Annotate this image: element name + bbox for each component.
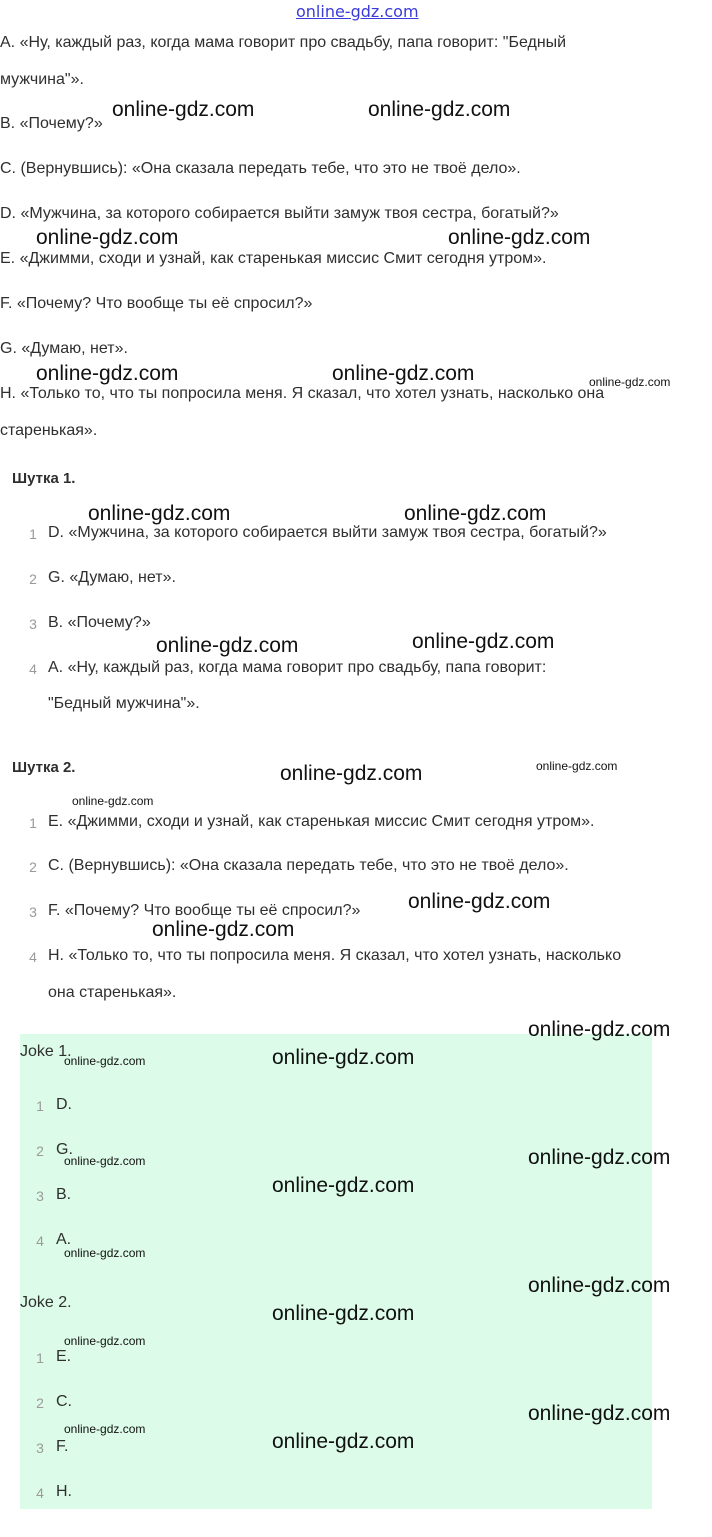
line-h: H. «Только то, что ты попросила меня. Я сказал, что хотел узнать, насколько она	[0, 385, 605, 402]
answer-joke2-item-2: C.	[56, 1393, 72, 1410]
watermark-small: online-gdz.com	[536, 759, 618, 773]
watermark-small: online-gdz.com	[64, 1154, 146, 1168]
watermark-small: online-gdz.com	[72, 794, 154, 808]
watermark: online-gdz.com	[272, 1174, 415, 1197]
joke1-title: Шутка 1.	[12, 470, 76, 487]
joke2-num-2: 2	[29, 859, 37, 875]
joke2-num-3: 3	[29, 904, 37, 920]
joke1-num-4: 4	[29, 661, 37, 677]
line-f: F. «Почему? Что вообще ты её спросил?»	[0, 295, 313, 312]
watermark: online-gdz.com	[280, 762, 423, 785]
watermark: online-gdz.com	[528, 1018, 671, 1041]
answer-joke1-num-4: 4	[36, 1233, 44, 1249]
joke1-num-2: 2	[29, 571, 37, 587]
answer-joke2-num-3: 3	[36, 1440, 44, 1456]
watermark: online-gdz.com	[112, 98, 255, 121]
joke2-item-4-cont: она старенькая».	[48, 984, 177, 1001]
joke1-item-1: D. «Мужчина, за которого собирается выйти замуж твоя сестра, богатый?»	[48, 524, 607, 541]
answer-joke1-num-3: 3	[36, 1188, 44, 1204]
joke1-item-4-cont: "Бедный мужчина"».	[48, 695, 200, 712]
watermark: online-gdz.com	[272, 1046, 415, 1069]
watermark: online-gdz.com	[88, 502, 231, 525]
answer-joke2-item-1: E.	[56, 1348, 72, 1365]
line-b: B. «Почему?»	[0, 115, 103, 132]
watermark: online-gdz.com	[408, 890, 551, 913]
watermark: online-gdz.com	[528, 1146, 671, 1169]
joke1-item-4: A. «Ну, каждый раз, когда мама говорит про свадьбу, папа говорит:	[48, 659, 547, 676]
joke2-num-4: 4	[29, 949, 37, 965]
joke2-item-2: C. (Вернувшись): «Она сказала передать тебе, что это не твоё дело».	[48, 857, 569, 874]
watermark-small: online-gdz.com	[64, 1334, 146, 1348]
joke2-title: Шутка 2.	[12, 759, 76, 776]
watermark: online-gdz.com	[404, 502, 547, 525]
answer-joke1-num-1: 1	[36, 1098, 44, 1114]
answer-joke1-item-4: A.	[56, 1231, 72, 1248]
top-watermark-link[interactable]: online-gdz.com	[296, 2, 419, 21]
watermark: online-gdz.com	[36, 362, 179, 385]
joke1-item-2: G. «Думаю, нет».	[48, 569, 176, 586]
watermark: online-gdz.com	[448, 226, 591, 249]
line-d: D. «Мужчина, за которого собирается выйти замуж твоя сестра, богатый?»	[0, 205, 559, 222]
answer-joke1-item-2: G.	[56, 1141, 73, 1158]
answer-joke1-title: Joke 1.	[20, 1043, 72, 1060]
answer-joke1-num-2: 2	[36, 1143, 44, 1159]
watermark: online-gdz.com	[412, 630, 555, 653]
watermark: online-gdz.com	[332, 362, 475, 385]
answer-joke1-item-3: B.	[56, 1186, 72, 1203]
joke2-item-4: H. «Только то, что ты попросила меня. Я сказал, что хотел узнать, насколько	[48, 947, 622, 964]
watermark: online-gdz.com	[36, 226, 179, 249]
answer-joke1-item-1: D.	[56, 1096, 72, 1113]
watermark: online-gdz.com	[528, 1402, 671, 1425]
joke1-num-3: 3	[29, 616, 37, 632]
watermark: online-gdz.com	[528, 1274, 671, 1297]
line-g: G. «Думаю, нет».	[0, 340, 128, 357]
joke1-num-1: 1	[29, 526, 37, 542]
answer-joke2-num-4: 4	[36, 1485, 44, 1501]
line-a: A. «Ну, каждый раз, когда мама говорит про свадьбу, папа говорит: "Бедный	[0, 34, 567, 51]
joke2-item-3: F. «Почему? Что вообще ты её спросил?»	[48, 902, 361, 919]
watermark-small: online-gdz.com	[64, 1246, 146, 1260]
joke2-num-1: 1	[29, 815, 37, 831]
answer-joke2-item-3: F.	[56, 1438, 69, 1455]
answer-joke2-item-4: H.	[56, 1483, 72, 1500]
joke1-item-3: B. «Почему?»	[48, 614, 151, 631]
watermark-small: online-gdz.com	[64, 1054, 146, 1068]
answer-joke2-num-2: 2	[36, 1395, 44, 1411]
line-e: E. «Джимми, сходи и узнай, как старенькая миссис Смит сегодня утром».	[0, 250, 547, 267]
answer-joke2-title: Joke 2.	[20, 1294, 72, 1311]
line-c: C. (Вернувшись): «Она сказала передать тебе, что это не твоё дело».	[0, 160, 521, 177]
watermark: online-gdz.com	[272, 1302, 415, 1325]
watermark: online-gdz.com	[152, 918, 295, 941]
watermark-small: online-gdz.com	[64, 1422, 146, 1436]
watermark: online-gdz.com	[272, 1430, 415, 1453]
watermark-small: online-gdz.com	[589, 375, 671, 389]
watermark: online-gdz.com	[156, 634, 299, 657]
watermark: online-gdz.com	[368, 98, 511, 121]
line-a-cont: мужчина"».	[0, 71, 84, 88]
joke2-item-1: E. «Джимми, сходи и узнай, как старенькая миссис Смит сегодня утром».	[48, 813, 595, 830]
answer-joke2-num-1: 1	[36, 1350, 44, 1366]
line-h-cont: старенькая».	[0, 422, 98, 439]
